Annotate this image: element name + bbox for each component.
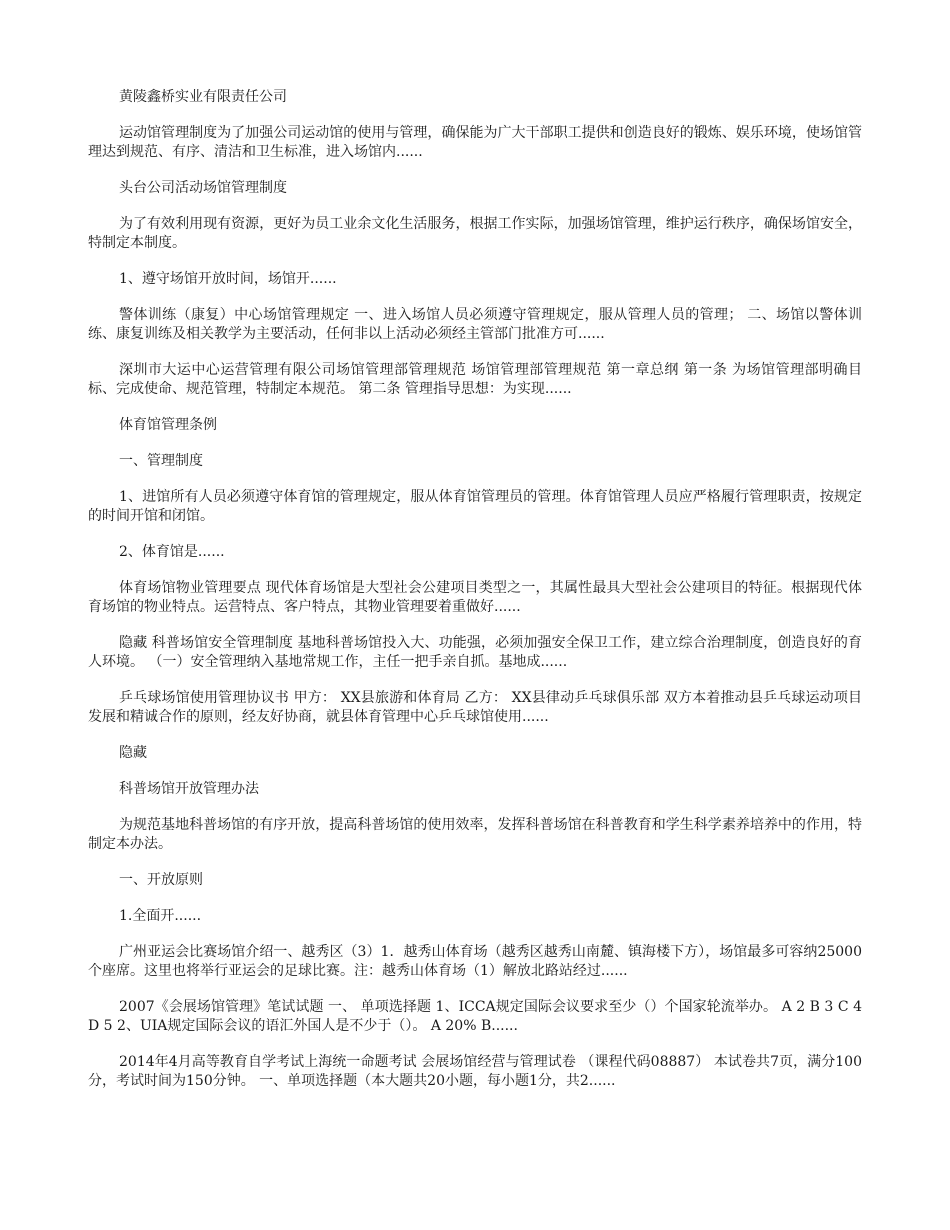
paragraph-2014-exam: 2014年4月高等教育自学考试上海统一命题考试 会展场馆经营与管理试卷 （课程代码08887） 本试卷共7页，满分100分，考试时间为150分钟。 一、单项选择题（本大题共20小题，每小题1分，共2......: [88, 1054, 862, 1089]
paragraph-shenzhen-dayun: 深圳市大运中心运营管理有限公司场馆管理部管理规范 场馆管理部管理规范 第一章总纲 第一条 为场馆管理部明确目标、完成使命、规范管理，特制定本规范。 第二条 管理指导思想：为实现......: [88, 362, 862, 397]
paragraph-police-training: 警体训练（康复）中心场馆管理规定 一、进入场馆人员必须遵守管理规定，服从管理人员的管理； 二、场馆以警体训练、康复训练及相关教学为主要活动，任何非以上活动必须经主管部门批准方可......: [88, 307, 862, 342]
paragraph-toutai-body: 为了有效利用现有资源，更好为员工业余文化生活服务，根据工作实际，加强场馆管理，维护运行秩序，确保场馆安全，特制定本制度。: [88, 216, 862, 251]
paragraph-rule-2: 2、体育馆是......: [119, 544, 225, 560]
paragraph-heading-management-system: 一、管理制度: [119, 453, 203, 469]
paragraph-science-safety: 隐藏 科普场馆安全管理制度 基地科普场馆投入大、功能强，必须加强安全保卫工作，建立综合治理制度，创造良好的育人环境。 （一）安全管理纳入基地常规工作，主任一把手亲自抓。基地成......: [88, 635, 862, 670]
paragraph-rule-1: 1、进馆所有人员必须遵守体育馆的管理规定，服从体育馆管理员的管理。体育馆管理人员应严格履行管理职责，按规定的时间开馆和闭馆。: [88, 489, 862, 524]
paragraph-company-name: 黄陵鑫桥实业有限责任公司: [119, 89, 287, 105]
paragraph-pingpong-agreement: 乒乓球场馆使用管理协议书 甲方： XX县旅游和体育局 乙方： XX县律动乒乓球俱乐部 双方本着推动县乒乓球运动项目发展和精诚合作的原则，经友好协商，就县体育管理中心乒乓球馆使用......: [88, 690, 862, 725]
paragraph-heading-science-opening: 科普场馆开放管理办法: [119, 781, 259, 797]
paragraph-property-management: 体育场馆物业管理要点 现代体育场馆是大型社会公建项目类型之一，其属性最具大型社会公建项目的特征。根据现代体育场馆的物业特点。运营特点、客户特点，其物业管理要着重做好......: [88, 580, 862, 615]
paragraph-full-opening: 1.全面开......: [119, 908, 202, 924]
paragraph-heading-toutai: 头台公司活动场馆管理制度: [119, 180, 287, 196]
paragraph-2007-exam: 2007《会展场馆管理》笔试试题 一、 单项选择题 1、ICCA规定国际会议要求至少（）个国家轮流举办。 A 2 B 3 C 4 D 5 2、UIA规定国际会议的语汇外国人是不少于（）。 A 20% B......: [88, 999, 862, 1034]
paragraph-science-opening-body: 为规范基地科普场馆的有序开放，提高科普场馆的使用效率，发挥科普场馆在科普教育和学生科学素养培养中的作用，特制定本办法。: [88, 817, 862, 852]
paragraph-gym-rules-intro: 运动馆管理制度为了加强公司运动馆的使用与管理，确保能为广大干部职工提供和创造良好的锻炼、娱乐环境，使场馆管理达到规范、有序、清洁和卫生标准，进入场馆内......: [88, 125, 862, 160]
paragraph-opening-hours: 1、遵守场馆开放时间，场馆开......: [119, 271, 337, 287]
document-body: [88, 88, 862, 1108]
paragraph-asian-games-venues: 广州亚运会比赛场馆介绍一、越秀区（3）1．越秀山体育场（越秀区越秀山南麓、镇海楼下方），场馆最多可容纳25000个座席。这里也将举行亚运会的足球比赛。注：越秀山体育场（1）解放北路站经过......: [88, 944, 862, 979]
paragraph-hidden-label: 隐藏: [119, 745, 147, 761]
paragraph-heading-opening-principles: 一、开放原则: [119, 872, 203, 888]
paragraph-heading-gym-regulations: 体育馆管理条例: [119, 417, 217, 433]
